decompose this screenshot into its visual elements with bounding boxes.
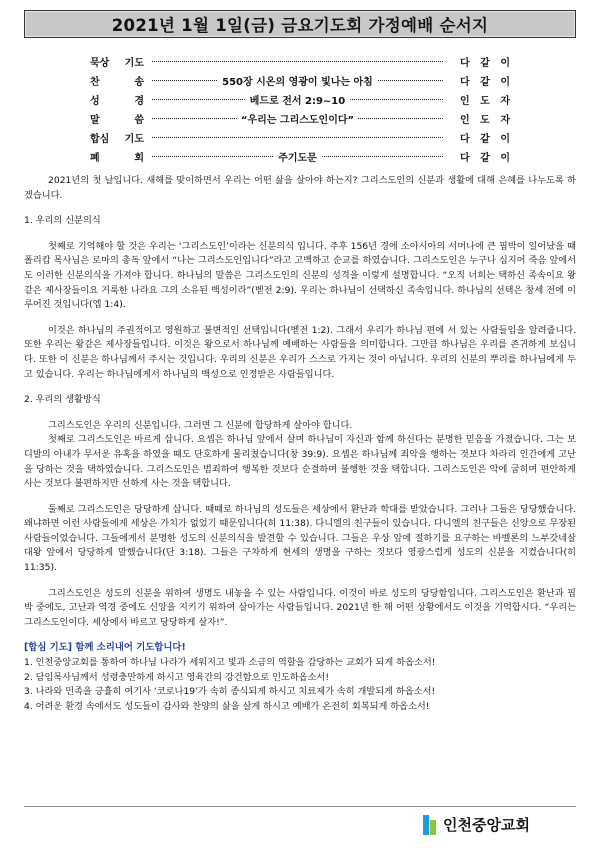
church-logo-icon bbox=[423, 815, 437, 835]
section-paragraph: 첫째로 기억해야 할 것은 우리는 ‘그리스도인’이라는 신분의식 입니다. 주후 156년 경에 소아시아의 서머나에 큰 핍박이 일어났을 때 폴리캅 목사님은 로마의 총독 앞에서 “나는 그리스도인입니다”라고 고백하고 순교를 하였습니다. 그리스도인은 누구나 심지어 죽음 앞에서도 이러한 신분의식을 가져야 합니다. 하나님의 말씀은 그리스도인의 신분의 성격을 이렇게 설명합니다. “오직 너희는 택하신 족속이요 왕같은 제사장들이요 거룩한 나라요 그의 소유된 백성이라”(벧전 2:9). 우리는 하나님이 선택하신 족속입니다. 하나님의 선택은 창세 전에 이루어진 것입니다(엡 1:4). bbox=[24, 240, 576, 311]
order-person: 다 같 이 bbox=[460, 134, 510, 145]
order-row bbox=[24, 90, 576, 109]
order-content: 550장 시온의 영광이 빛나는 아침 bbox=[218, 77, 377, 88]
order-label: 폐 회 bbox=[90, 153, 144, 164]
order-person: 인 도 자 bbox=[460, 115, 510, 126]
order-person: 다 같 이 bbox=[460, 58, 510, 69]
order-row bbox=[24, 71, 576, 90]
prayer-item: 4. 어려운 환경 속에서도 성도들이 감사와 찬양의 삶을 살게 하시고 예배가 온전히 회복되게 하옵소서! bbox=[24, 700, 430, 712]
order-label: 말 씀 bbox=[90, 115, 144, 126]
order-row bbox=[24, 109, 576, 128]
order-row bbox=[24, 52, 576, 71]
section-heading: 2. 우리의 생활방식 bbox=[24, 394, 101, 406]
church-name: 인천중앙교회 bbox=[443, 816, 530, 834]
prayer-item: 2. 담임목사님께서 성령충만하게 하시고 영육간의 강건함으로 인도하옵소서! bbox=[24, 671, 330, 683]
sermon-body bbox=[24, 174, 576, 714]
section-paragraph: 둘째로 그리스도인은 당당하게 삽니다. 때때로 하나님의 성도들은 세상에서 환난과 학대를 받았습니다. 그러나 그들은 당당했습니다. 왜냐하면 이런 사람들에게 세상은 가치가 없었기 때문입니다(히 11:38). 다니엘의 친구들이 있습니다. 다니엘의 친구들은 신앙으로 무장된 사람들이었습니다. 그들에게서 분명한 성도의 신분의식을 발견할 수 있습니다. 그들은 우상 앞에 절하기를 요구하는 바벨론의 느부갓네살 대왕 앞에서 당당하게 말했습니다(단 3:18). 그들은 구차하게 현세의 생명을 구하는 것보다 영광스럽게 성도의 신분을 지켰습니다(히 11:35). bbox=[24, 503, 576, 574]
order-row bbox=[24, 128, 576, 147]
section-lead: 그리스도인은 우리의 신분입니다. 그러면 그 신분에 합당하게 살아야 합니다. bbox=[48, 419, 353, 431]
prayer-heading: [합심 기도] 함께 소리내어 기도합니다! bbox=[24, 642, 186, 654]
order-person: 다 같 이 bbox=[460, 153, 510, 164]
intro-paragraph: 2021년의 첫 날입니다. 새해를 맞이하면서 우리는 어떤 삶을 살아야 하는지? 그리스도인의 신분과 생활에 대해 은혜를 나누도록 하겠습니다. bbox=[24, 175, 576, 201]
prayer-list bbox=[24, 656, 576, 714]
section-paragraph: 이것은 하나님의 주권적이고 영원하고 불변적인 선택입니다(벧전 1:2). 그래서 우리가 하나님 편에 서 있는 사람들임을 알려줍니다. 또한 우리는 왕같은 제사장들입니다. 이것은 왕으로서 하나님께 예배하는 사람들을 의미합니다. 그만큼 하나님은 우리를 존귀하게 보십니다. 또한 이 신분은 하나님께서 주시는 것입니다. 우리의 신분은 우리가 스스로 가지는 것이 아닙니다. 우리의 신분의 뿌리를 하나님에게 두고 있습니다. 우리는 하나님에게서 하나님의 백성으로 인정받은 사람들입니다. bbox=[24, 324, 576, 380]
prayer-item: 1. 인천중앙교회를 통하여 하나님 나라가 세워지고 빛과 소금의 역할을 감당하는 교회가 되게 하옵소서! bbox=[24, 657, 436, 669]
section-paragraph: 그리스도인은 성도의 신분을 위하여 생명도 내놓을 수 있는 사람입니다. 이것이 바로 성도의 당당함입니다. 그리스도인은 환난과 핍박 중에도, 고난과 역경 중에도 신앙을 지키기 위하여 살아가는 사람들입니다. 2021년 한 해 어떤 상황에서도 이것을 기억합시다. “우리는 그리스도인이다. 세상에서 바르고 당당하게 살자!”. bbox=[24, 587, 576, 628]
worship-order bbox=[24, 52, 576, 166]
church-logo bbox=[423, 814, 530, 835]
order-label: 성 경 bbox=[90, 96, 144, 107]
dotted-leader bbox=[152, 137, 443, 138]
order-person: 인 도 자 bbox=[460, 96, 510, 107]
order-content: 베드로 전서 2:9~10 bbox=[246, 96, 349, 107]
order-content: “우리는 그리스도인이다” bbox=[237, 115, 358, 126]
order-person: 다 같 이 bbox=[460, 77, 510, 88]
order-label: 찬 송 bbox=[90, 77, 144, 88]
dotted-leader bbox=[152, 61, 443, 62]
order-row bbox=[24, 147, 576, 166]
page-title: 2021년 1월 1일(금) 금요기도회 가정예배 순서지 bbox=[24, 10, 576, 38]
prayer-item: 3. 나라와 민족을 긍휼히 여기사 ‘코로나19’가 속히 종식되게 하시고 치료제가 속히 개발되게 하옵소서! bbox=[24, 686, 436, 698]
footer-divider bbox=[24, 806, 576, 807]
section-heading: 1. 우리의 신분의식 bbox=[24, 215, 101, 227]
order-label: 묵상 기도 bbox=[90, 58, 144, 69]
order-label: 합심 기도 bbox=[90, 134, 144, 145]
order-content: 주기도문 bbox=[274, 153, 321, 164]
section-paragraph: 첫째로 그리스도인은 바르게 삽니다. 요셉은 하나님 앞에서 살며 하나님이 자신과 함께 하신다는 분명한 믿음을 가졌습니다. 그는 보디발의 아내가 무서운 유혹을 하였을 때도 단호하게 물리쳤습니다(창 39:9). 요셉은 하나님께 죄악을 행하는 것보다 차라리 인간에게 고난을 당하는 것을 택하였습니다. 그리스도인은 범죄하여 행복한 것보다 순결하며 불행한 것을 택합니다. 그리스도인은 악에 굽히며 편안하게 사는 것보다 불편하지만 선하게 사는 것을 택합니다. bbox=[24, 434, 576, 490]
